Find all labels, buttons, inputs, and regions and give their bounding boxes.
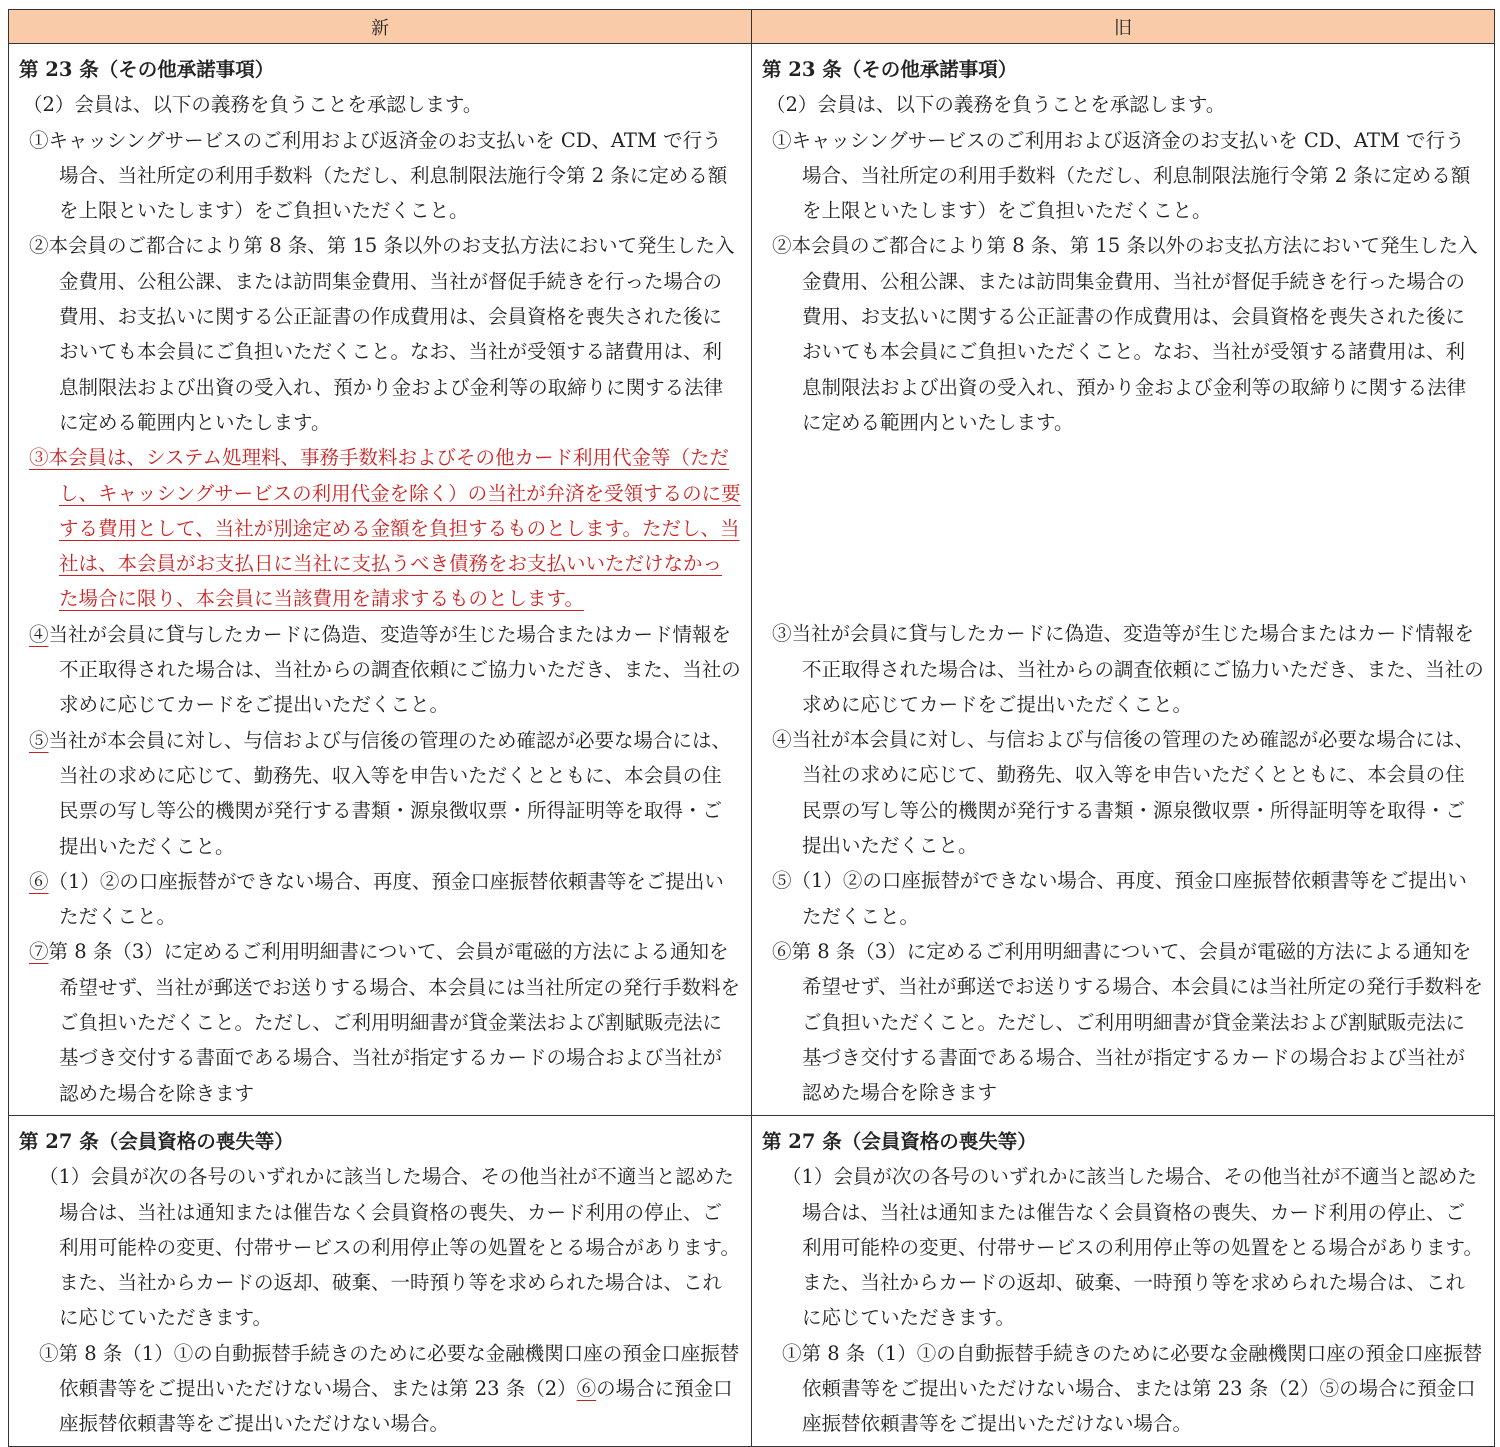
article-23-new-cell [9,44,752,1116]
article-23-new-item-4: ④当社が会員に貸与したカードに偽造、変造等が生じた場合またはカード情報を不正取得された場合は、当社からの調査依頼にご協力いただき、また、当社の求めに応じてカードをご提出いただくこと。 [29,622,741,717]
article-23-row [9,44,1495,1116]
article-27-new-cell [9,1115,752,1446]
article-23-old-cell [752,44,1495,1116]
article-27-old-title: 第 27 条（会員資格の喪失等） [762,1129,1037,1153]
article-23-old-gap [762,440,1484,616]
article-23-new-title: 第 23 条（その他承諾事項） [19,58,275,81]
article-23-new-item-6: ⑥（1）②の口座振替ができない場合、再度、預金口座振替依頼書等をご提出いただくこと。 [29,869,724,929]
article-23-new-item-2: ②本会員のご都合により第 8 条、第 15 条以外のお支払方法において発生した入金費用、公租公課、または訪問集金費用、当社が督促手続きを行った場合の費用、お支払いに関する公正証書の作成費用は、会員資格を喪失された後においても本会員にご負担いただくこと。なお、当社が受領する諸費用は、利息制限法および出資の受入れ、預かり金および金利等の取締りに関する法律に定める範囲内といたします。 [29,234,735,434]
item-number-changed: ⑤ [29,728,49,752]
article-23-old-item-6: ⑥第 8 条（3）に定めるご利用明細書について、会員が電磁的方法による通知を希望せず、当社が郵送でお送りする場合、本会員には当社所定の発行手数料をご負担いただくこと。ただし、ご利用明細書が貸金業法および割賦販売法に基づき交付する書面である場合、当社が指定するカードの場合および当社が認めた場合を除きます [772,939,1483,1105]
reference-number-changed: ⑥ [576,1376,597,1400]
article-27-old-item-1: ①第 8 条（1）①の自動振替手続きのために必要な金融機関口座の預金口座振替依頼書等をご提出いただけない場合、または第 23 条（2）⑤の場合に預金口座振替依頼書等をご提出いただけない場合。 [782,1341,1483,1436]
article-23-new-item-3-inserted: ③本会員は、システム処理料、事務手数料およびその他カード利用代金等（ただし、キャッシングサービスの利用代金を除く）の当社が弁済を受領するのに要する費用として、当社が別途定める金額を負担するものとします。ただし、当社は、本会員がお支払日に当社に支払うべき債務をお支払いいただけなかった場合に限り、本会員に当該費用を請求するものとします。 [29,446,741,611]
article-27-new-clause-1: （1）会員が次の各号のいずれかに該当した場合、その他当社が不適当と認めた場合は、当社は通知または催告なく会員資格の喪失、カード利用の停止、ご利用可能枠の変更、付帯サービスの利用停止等の処置をとる場合があります。また、当社からカードの返却、破棄、一時預り等を求められた場合は、これに応じていただきます。 [39,1165,740,1330]
comparison-table [8,9,1495,1447]
article-23-old-title: 第 23 条（その他承諾事項） [762,58,1018,81]
item-number-changed: ⑦ [29,940,49,964]
article-23-old-item-2: ②本会員のご都合により第 8 条、第 15 条以外のお支払方法において発生した入金費用、公租公課、または訪問集金費用、当社が督促手続きを行った場合の費用、お支払いに関する公正証書の作成費用は、会員資格を喪失された後においても本会員にご負担いただくこと。なお、当社が受領する諸費用は、利息制限法および出資の受入れ、預かり金および金利等の取締りに関する法律に定める範囲内といたします。 [772,234,1478,434]
article-23-old-clause-2: （2）会員は、以下の義務を負うことを承認します。 [766,93,1226,117]
article-27-old-cell [752,1115,1495,1446]
article-27-row [9,1115,1495,1446]
article-23-new-item-1: ①キャッシングサービスのご利用および返済金のお支払いを CD、ATM で行う場合、当社所定の利用手数料（ただし、利息制限法施行令第 2 条に定める額を上限といたします）をご負担いただくこと。 [29,128,728,223]
item-number-changed: ④ [29,622,49,646]
article-27-old-clause-1: （1）会員が次の各号のいずれかに該当した場合、その他当社が不適当と認めた場合は、当社は通知または催告なく会員資格の喪失、カード利用の停止、ご利用可能枠の変更、付帯サービスの利用停止等の処置をとる場合があります。また、当社からカードの返却、破棄、一時預り等を求められた場合は、これに応じていただきます。 [782,1165,1483,1330]
article-23-old-item-3: ③当社が会員に貸与したカードに偽造、変造等が生じた場合またはカード情報を不正取得された場合は、当社からの調査依頼にご協力いただき、また、当社の求めに応じてカードをご提出いただくこと。 [772,622,1484,716]
article-23-new-item-7: ⑦第 8 条（3）に定めるご利用明細書について、会員が電磁的方法による通知を希望せず、当社が郵送でお送りする場合、本会員には当社所定の発行手数料をご負担いただくこと。ただし、ご利用明細書が貸金業法および割賦販売法に基づき交付する書面である場合、当社が指定するカードの場合および当社が認めた場合を除きます [29,940,740,1105]
article-23-old-item-1: ①キャッシングサービスのご利用および返済金のお支払いを CD、ATM で行う場合、当社所定の利用手数料（ただし、利息制限法施行令第 2 条に定める額を上限といたします）をご負担いただくこと。 [772,128,1471,223]
article-23-old-item-5: ⑤（1）②の口座振替ができない場合、再度、預金口座振替依頼書等をご提出いただくこと。 [772,869,1467,928]
article-23-new-item-5: ⑤当社が本会員に対し、与信および与信後の管理のため確認が必要な場合には、当社の求めに応じて、勤務先、収入等を申告いただくとともに、本会員の住民票の写し等公的機関が発行する書類・源泉徴収票・所得証明等を取得・ご提出いただくこと。 [29,728,732,858]
header-old: 旧 [752,10,1495,44]
item-number-changed: ⑥ [29,869,49,893]
article-27-new-item-1: ①第 8 条（1）①の自動振替手続きのために必要な金融機関口座の預金口座振替依頼書等をご提出いただけない場合、または第 23 条（2）⑥の場合に預金口座振替依頼書等をご提出いただけない場合。 [39,1341,740,1436]
article-23-old-item-4: ④当社が本会員に対し、与信および与信後の管理のため確認が必要な場合には、当社の求めに応じて、勤務先、収入等を申告いただくとともに、本会員の住民票の写し等公的機関が発行する書類・源泉徴収票・所得証明等を取得・ご提出いただくこと。 [772,728,1475,858]
article-23-new-clause-2: （2）会員は、以下の義務を負うことを承認します。 [23,93,483,117]
header-new: 新 [9,10,752,44]
header-row [9,10,1495,44]
article-27-new-title: 第 27 条（会員資格の喪失等） [19,1129,294,1153]
